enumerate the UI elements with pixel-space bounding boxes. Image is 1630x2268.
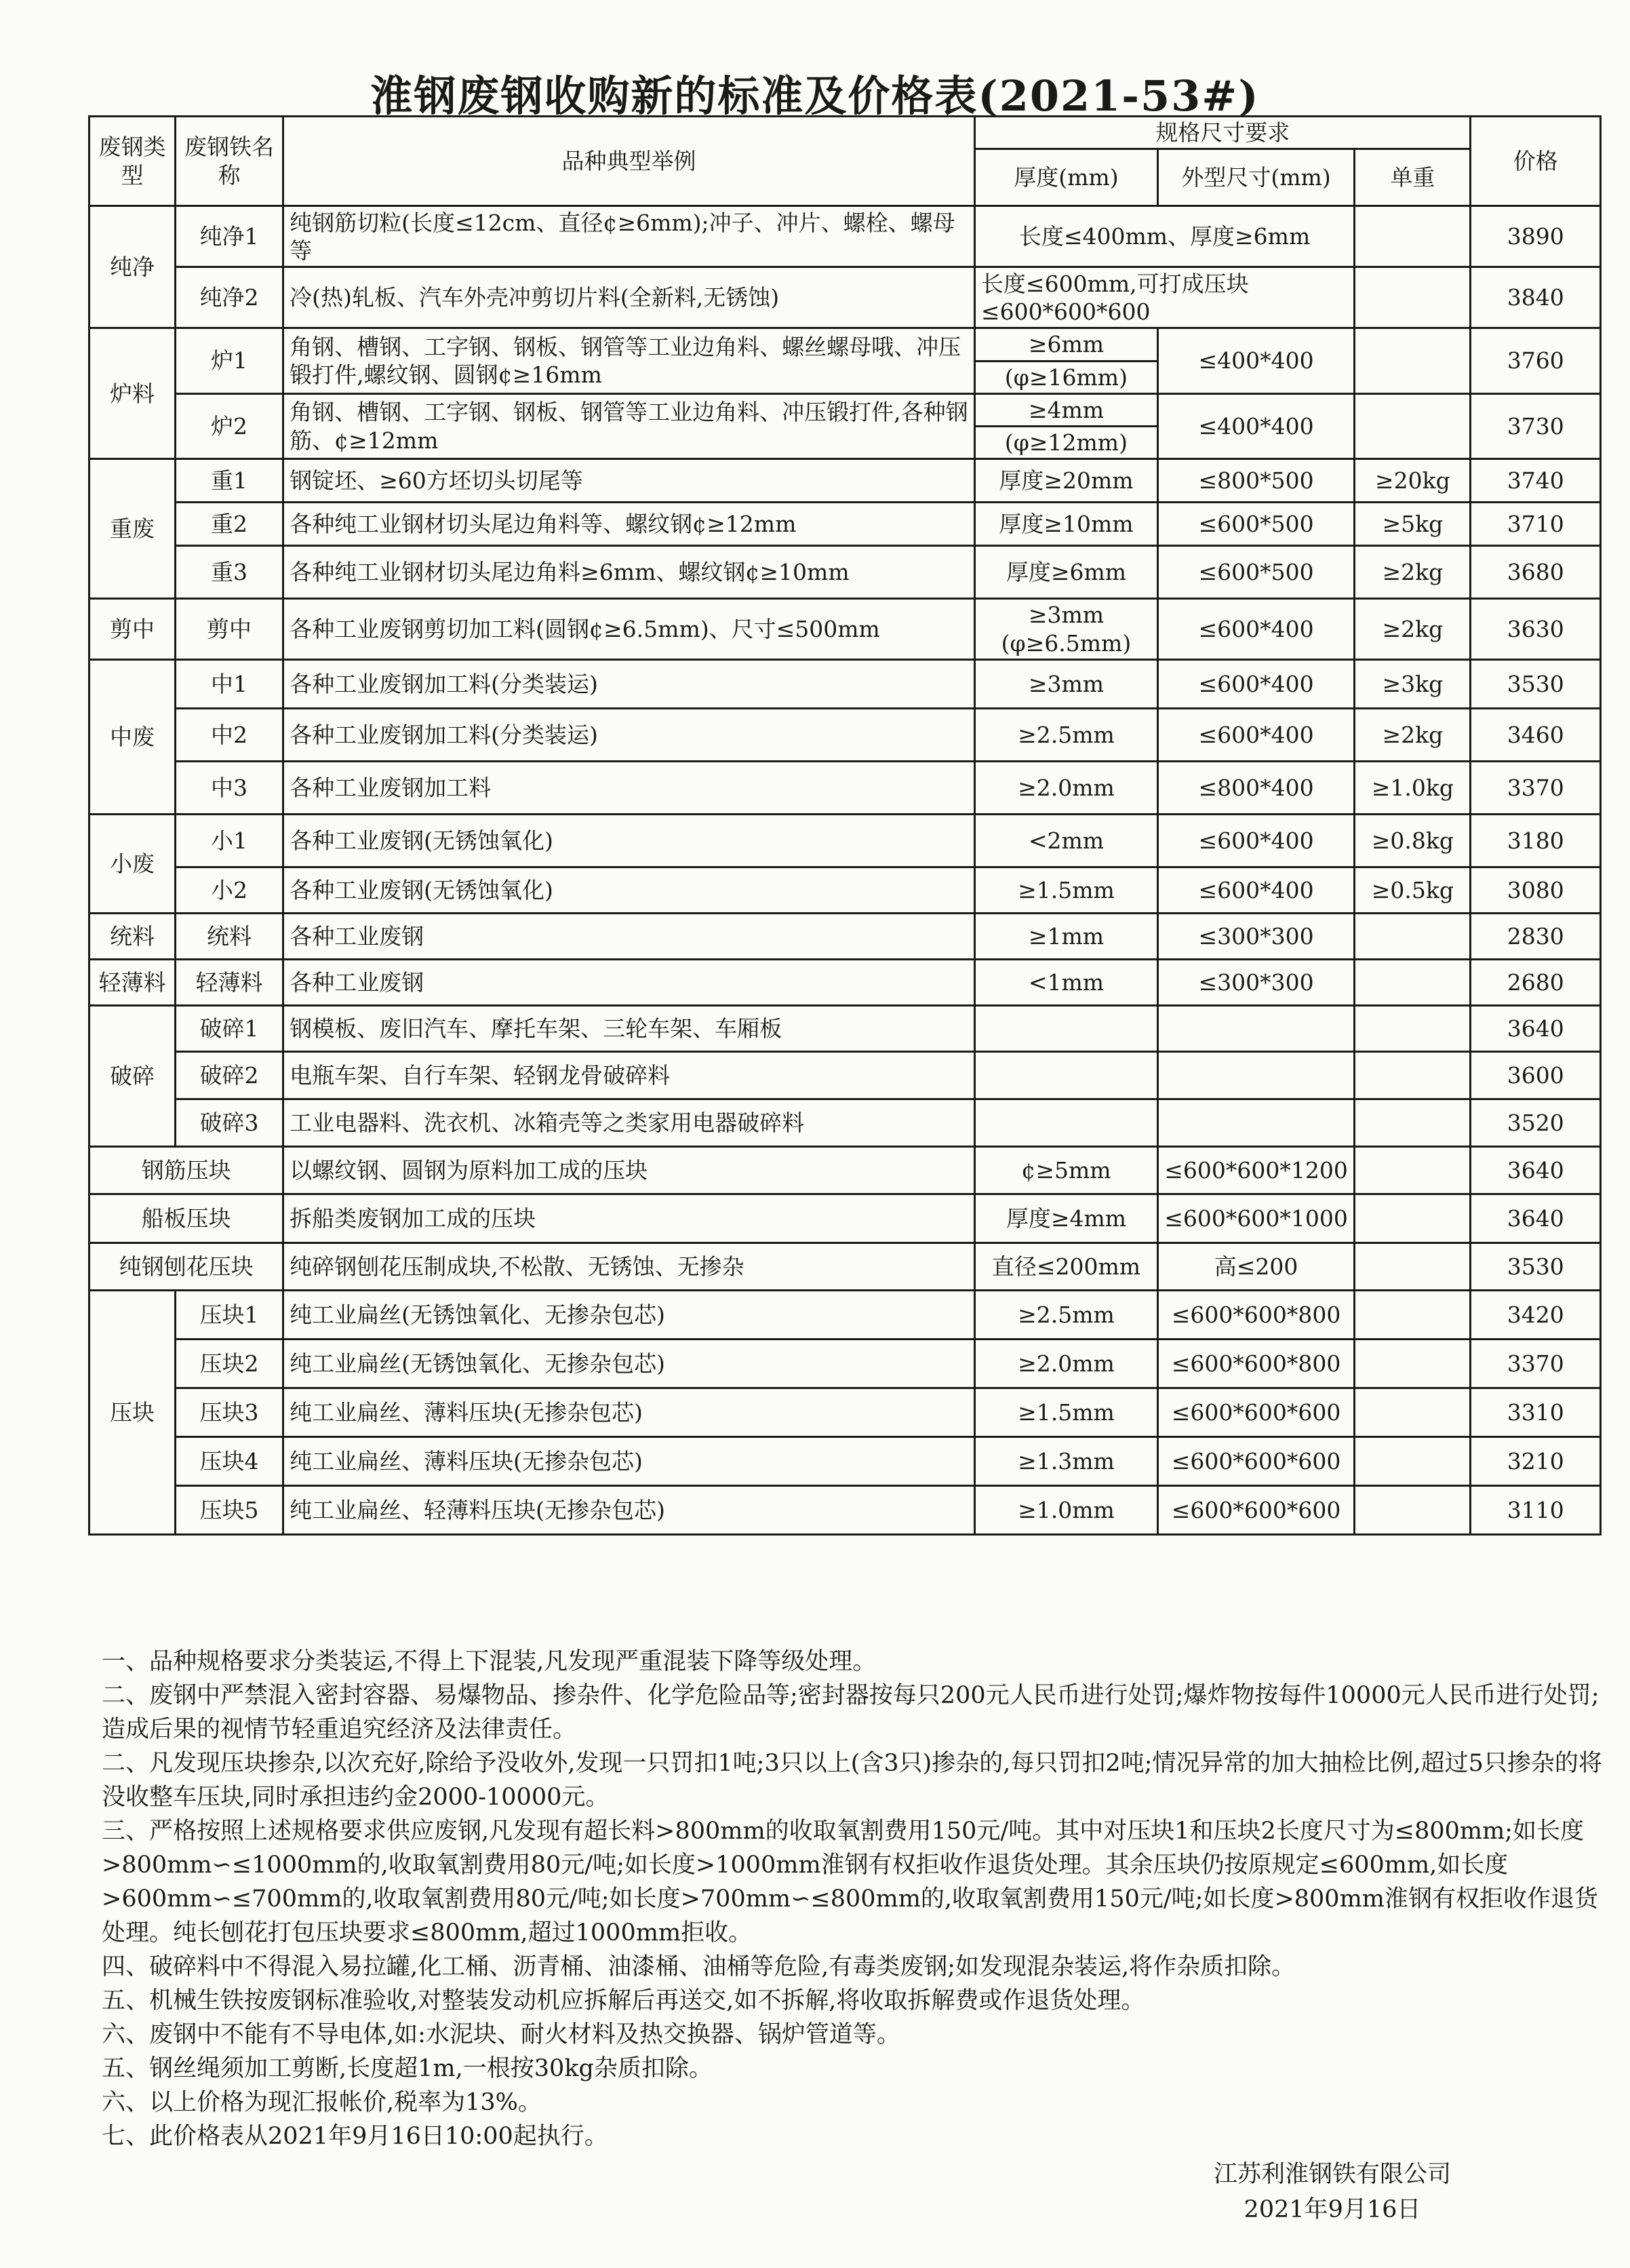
example-cell: 钢锭坯、≥60方坯切头切尾等: [283, 459, 975, 503]
shape-cell: ≤300*300: [1157, 913, 1354, 959]
table-row: [90, 328, 1601, 361]
table-row: [90, 814, 1601, 867]
note-item: 二、凡发现压块掺杂,以次充好,除给予没收外,发现一只罚扣1吨;3只以上(含3只)掺杂的,每只罚扣2吨;情况异常的加大抽检比例,超过5只掺杂的将没收整车压块,同时承担违约金2000-10000元。: [102, 1750, 1602, 1811]
example-cell: 各种工业废钢加工料: [283, 761, 975, 814]
header-shape: 外型尺寸(mm): [1157, 149, 1354, 206]
table-row: [90, 1388, 1601, 1436]
weight-cell: ≥5kg: [1355, 503, 1471, 546]
shape-cell: ≤600*600*600: [1157, 1436, 1354, 1485]
thickness-cell: ≥3mm (φ≥6.5mm): [974, 599, 1157, 660]
weight-cell: [1355, 328, 1471, 394]
shape-cell: ≤600*500: [1157, 503, 1354, 546]
thickness-cell: ≥1.5mm: [974, 1388, 1157, 1436]
grade-name-cell: 压块2: [175, 1339, 283, 1388]
shape-cell: ≤600*400: [1157, 814, 1354, 867]
table-row: [90, 1051, 1601, 1099]
shape-cell: ≤600*400: [1157, 867, 1354, 913]
thickness-cell: <2mm: [974, 814, 1157, 867]
note-item: 五、钢丝绳须加工剪断,长度超1m,一根按30kg杂质扣除。: [102, 2055, 713, 2082]
thickness-cell: ¢≥5mm: [974, 1146, 1157, 1194]
thickness-cell: ≥6mm: [974, 328, 1157, 361]
example-cell: 纯工业扁丝、轻薄料压块(无掺杂包芯): [283, 1485, 975, 1534]
price-cell: 3740: [1471, 459, 1601, 503]
weight-cell: [1355, 1339, 1471, 1388]
grade-name-cell: 压块5: [175, 1485, 283, 1534]
example-cell: 角钢、槽钢、工字钢、钢板、钢管等工业边角料、螺丝螺母哦、冲压锻打件,螺纹钢、圆钢¢≥16mm: [283, 328, 975, 394]
shape-cell: ≤600*400: [1157, 659, 1354, 708]
example-cell: 角钢、槽钢、工字钢、钢板、钢管等工业边角料、冲压锻打件,各种钢筋、¢≥12mm: [283, 393, 975, 459]
note-item: 五、机械生铁按废钢标准验收,对整装发动机应拆解后再送交,如不拆解,将收取拆解费或作退货处理。: [102, 1987, 1145, 2014]
table-row: [90, 659, 1601, 708]
price-cell: 3460: [1471, 708, 1601, 761]
table-body: [90, 206, 1601, 1535]
price-cell: 3310: [1471, 1388, 1601, 1436]
thickness-cell: ≥1.0mm: [974, 1485, 1157, 1534]
example-cell: 纯工业扁丝(无锈蚀氧化、无掺杂包芯): [283, 1339, 975, 1388]
price-cell: 3530: [1471, 1243, 1601, 1290]
thickness-cell: 厚度≥10mm: [974, 503, 1157, 546]
price-cell: 3370: [1471, 761, 1601, 814]
thickness-cell: 直径≤200mm: [974, 1243, 1157, 1290]
table-row: [90, 1436, 1601, 1485]
weight-cell: [1355, 1290, 1471, 1339]
example-cell: 各种工业废钢剪切加工料(圆钢¢≥6.5mm)、尺寸≤500mm: [283, 599, 975, 660]
note-item: 六、以上价格为现汇报帐价,税率为13%。: [102, 2089, 542, 2116]
price-cell: 3640: [1471, 1146, 1601, 1194]
weight-cell: [1355, 1005, 1471, 1051]
price-cell: 3730: [1471, 393, 1601, 459]
table-row: [90, 1243, 1601, 1290]
shape-cell: ≤600*400: [1157, 599, 1354, 660]
example-cell: 纯碎钢刨花压制成块,不松散、无锈蚀、无掺杂: [283, 1243, 975, 1290]
header-type: 废钢类型: [90, 117, 176, 206]
weight-cell: [1355, 1146, 1471, 1194]
grade-name-cell: 轻薄料: [175, 959, 283, 1005]
table-row: [90, 708, 1601, 761]
category-cell: 船板压块: [90, 1194, 283, 1243]
grade-name-cell: 剪中: [175, 599, 283, 660]
price-cell: 3110: [1471, 1485, 1601, 1534]
example-cell: 各种纯工业钢材切头尾边角料等、螺纹钢¢≥12mm: [283, 503, 975, 546]
example-cell: 各种纯工业钢材切头尾边角料≥6mm、螺纹钢¢≥10mm: [283, 546, 975, 599]
price-cell: 3370: [1471, 1339, 1601, 1388]
shape-cell: ≤600*600*600: [1157, 1388, 1354, 1436]
example-cell: 以螺纹钢、圆钢为原料加工成的压块: [283, 1146, 975, 1194]
weight-cell: [1355, 1485, 1471, 1534]
grade-name-cell: 炉1: [175, 328, 283, 394]
example-cell: 各种工业废钢: [283, 913, 975, 959]
shape-cell: ≤600*600*1000: [1157, 1194, 1354, 1243]
weight-cell: [1355, 1388, 1471, 1436]
shape-cell: [1157, 1099, 1354, 1146]
category-cell: 纯净: [90, 206, 176, 328]
price-cell: 3520: [1471, 1099, 1601, 1146]
shape-cell: ≤800*500: [1157, 459, 1354, 503]
table-row: [90, 1290, 1601, 1339]
note-item: 七、此价格表从2021年9月16日10:00起执行。: [102, 2123, 608, 2150]
thickness-cell: (φ≥12mm): [974, 427, 1157, 459]
table-row: [90, 913, 1601, 959]
price-cell: 2680: [1471, 959, 1601, 1005]
shape-cell: ≤300*300: [1157, 959, 1354, 1005]
weight-cell: [1355, 913, 1471, 959]
table-row: [90, 267, 1601, 328]
thickness-cell: ≥1.3mm: [974, 1436, 1157, 1485]
weight-cell: ≥2kg: [1355, 708, 1471, 761]
table-row: [90, 599, 1601, 660]
price-cell: 3640: [1471, 1005, 1601, 1051]
page-title: 淮钢废钢收购新的标准及价格表(2021-53#): [370, 71, 1260, 121]
weight-cell: [1355, 206, 1471, 267]
price-cell: 3210: [1471, 1436, 1601, 1485]
note-item: 二、废钢中严禁混入密封容器、易爆物品、掺杂件、化学危险品等;密封器按每只200元人民币进行处罚;爆炸物按每件10000元人民币进行处罚;造成后果的视情节轻重追究经济及法律责任。: [102, 1682, 1599, 1743]
example-cell: 纯工业扁丝、薄料压块(无掺杂包芯): [283, 1388, 975, 1436]
header-spec: 规格尺寸要求: [974, 117, 1471, 149]
thickness-cell: ≥2.0mm: [974, 761, 1157, 814]
table-row: [90, 1005, 1601, 1051]
example-cell: 各种工业废钢(无锈蚀氧化): [283, 814, 975, 867]
category-cell: 炉料: [90, 328, 176, 459]
shape-cell: ≤600*600*1200: [1157, 1146, 1354, 1194]
weight-cell: [1355, 1243, 1471, 1290]
example-cell: 各种工业废钢(无锈蚀氧化): [283, 867, 975, 913]
shape-cell: ≤600*400: [1157, 708, 1354, 761]
table-row: [90, 503, 1601, 546]
header-weight: 单重: [1355, 149, 1471, 206]
thickness-cell: ≥1.5mm: [974, 867, 1157, 913]
weight-cell: [1355, 1051, 1471, 1099]
shape-cell: ≤600*500: [1157, 546, 1354, 599]
category-cell: 剪中: [90, 599, 176, 660]
grade-name-cell: 统料: [175, 913, 283, 959]
note-item: 一、品种规格要求分类装运,不得上下混装,凡发现严重混装下降等级处理。: [102, 1648, 877, 1675]
thickness-cell: ≥1mm: [974, 913, 1157, 959]
grade-name-cell: 中2: [175, 708, 283, 761]
example-cell: 纯钢筋切粒(长度≤12cm、直径¢≥6mm);冲子、冲片、螺栓、螺母等: [283, 206, 975, 267]
price-cell: 3640: [1471, 1194, 1601, 1243]
shape-cell: [1157, 1005, 1354, 1051]
price-cell: 3600: [1471, 1051, 1601, 1099]
category-cell: 破碎: [90, 1005, 176, 1146]
price-cell: 3630: [1471, 599, 1601, 660]
grade-name-cell: 炉2: [175, 393, 283, 459]
note-item: 六、废钢中不能有不导电体,如:水泥块、耐火材料及热交换器、锅炉管道等。: [102, 2021, 900, 2048]
shape-cell: ≤600*600*600: [1157, 1485, 1354, 1534]
grade-name-cell: 重1: [175, 459, 283, 503]
note-item: 三、严格按照上述规格要求供应废钢,凡发现有超长料>800mm的收取氧割费用150元/吨。其中对压块1和压块2长度尺寸为≤800mm;如长度>800mm∽≤1000mm的,收取氧割费用80元/吨;如长度>1000mm淮钢有权拒收作退货处理。其余压块仍按原规定≤600mm,如长度>600mm∽≤700mm的,收取氧割费用80元/吨;如长度>700mm∽≤800mm的,收取氧割费用150元/吨;如长度>800mm淮钢有权拒收作退货处理。纯长刨花打包压块要求≤800mm,超过1000mm拒收。: [102, 1818, 1598, 1947]
thickness-cell: ≥4mm: [974, 393, 1157, 426]
shape-cell: [1157, 1051, 1354, 1099]
grade-name-cell: 纯净1: [175, 206, 283, 267]
shape-cell: ≤400*400: [1157, 393, 1354, 459]
price-cell: 2830: [1471, 913, 1601, 959]
weight-cell: ≥3kg: [1355, 659, 1471, 708]
grade-name-cell: 中3: [175, 761, 283, 814]
price-cell: 3680: [1471, 546, 1601, 599]
category-cell: 轻薄料: [90, 959, 176, 1005]
thickness-cell: ≥2.0mm: [974, 1339, 1157, 1388]
category-cell: 中废: [90, 659, 176, 814]
table-row: [90, 1485, 1601, 1534]
grade-name-cell: 重3: [175, 546, 283, 599]
table-row: [90, 1146, 1601, 1194]
grade-name-cell: 破碎3: [175, 1099, 283, 1146]
thickness-cell: [974, 1005, 1157, 1051]
table-row: [90, 546, 1601, 599]
thickness-cell: ≥2.5mm: [974, 1290, 1157, 1339]
thickness-cell: ≥3mm: [974, 659, 1157, 708]
price-cell: 3180: [1471, 814, 1601, 867]
grade-name-cell: 破碎2: [175, 1051, 283, 1099]
table-row: [90, 1339, 1601, 1388]
header-price: 价格: [1471, 117, 1601, 206]
thickness-cell: [974, 1051, 1157, 1099]
thickness-cell: (φ≥16mm): [974, 361, 1157, 393]
grade-name-cell: 小1: [175, 814, 283, 867]
shape-cell: 高≤200: [1157, 1243, 1354, 1290]
company-name: 江苏利淮钢铁有限公司: [1213, 2161, 1451, 2188]
price-table: [88, 115, 1602, 1536]
table-row: [90, 1194, 1601, 1243]
signature-block: [1180, 2157, 1485, 2227]
category-cell: 统料: [90, 913, 176, 959]
thickness-cell: ≥2.5mm: [974, 708, 1157, 761]
spec-cell: 长度≤400mm、厚度≥6mm: [974, 206, 1354, 267]
table-row: [90, 459, 1601, 503]
example-cell: 各种工业废钢加工料(分类装运): [283, 659, 975, 708]
weight-cell: [1355, 267, 1471, 328]
category-cell: 小废: [90, 814, 176, 913]
spec-cell: 长度≤600mm,可打成压块≤600*600*600: [974, 267, 1354, 328]
table-row: [90, 393, 1601, 426]
weight-cell: [1355, 959, 1471, 1005]
price-cell: 3420: [1471, 1290, 1601, 1339]
table-row: [90, 867, 1601, 913]
thickness-cell: [974, 1099, 1157, 1146]
example-cell: 工业电器料、洗衣机、冰箱壳等之类家用电器破碎料: [283, 1099, 975, 1146]
weight-cell: [1355, 1436, 1471, 1485]
price-cell: 3080: [1471, 867, 1601, 913]
grade-name-cell: 纯净2: [175, 267, 283, 328]
example-cell: 各种工业废钢加工料(分类装运): [283, 708, 975, 761]
table-row: [90, 959, 1601, 1005]
category-cell: 压块: [90, 1290, 176, 1534]
thickness-cell: 厚度≥6mm: [974, 546, 1157, 599]
shape-cell: ≤600*600*800: [1157, 1339, 1354, 1388]
table-row: [90, 206, 1601, 267]
shape-cell: ≤400*400: [1157, 328, 1354, 394]
example-cell: 纯工业扁丝、薄料压块(无掺杂包芯): [283, 1436, 975, 1485]
weight-cell: ≥20kg: [1355, 459, 1471, 503]
example-cell: 冷(热)轧板、汽车外壳冲剪切片料(全新料,无锈蚀): [283, 267, 975, 328]
weight-cell: ≥0.5kg: [1355, 867, 1471, 913]
header-example: 品种典型举例: [283, 117, 975, 206]
table-row: [90, 761, 1601, 814]
price-cell: 3760: [1471, 328, 1601, 394]
weight-cell: [1355, 393, 1471, 459]
grade-name-cell: 破碎1: [175, 1005, 283, 1051]
grade-name-cell: 重2: [175, 503, 283, 546]
weight-cell: ≥2kg: [1355, 546, 1471, 599]
example-cell: 电瓶车架、自行车架、轻钢龙骨破碎料: [283, 1051, 975, 1099]
category-cell: 钢筋压块: [90, 1146, 283, 1194]
price-cell: 3890: [1471, 206, 1601, 267]
notes-section: [102, 1645, 1604, 2153]
grade-name-cell: 压块4: [175, 1436, 283, 1485]
issue-date: 2021年9月16日: [1244, 2196, 1421, 2223]
header-name: 废钢铁名称: [175, 117, 283, 206]
grade-name-cell: 小2: [175, 867, 283, 913]
header-thickness: 厚度(mm): [974, 149, 1157, 206]
example-cell: 钢模板、废旧汽车、摩托车架、三轮车架、车厢板: [283, 1005, 975, 1051]
example-cell: 纯工业扁丝(无锈蚀氧化、无掺杂包芯): [283, 1290, 975, 1339]
price-cell: 3710: [1471, 503, 1601, 546]
table-row: [90, 1099, 1601, 1146]
example-cell: 各种工业废钢: [283, 959, 975, 1005]
category-cell: 纯钢刨花压块: [90, 1243, 283, 1290]
price-cell: 3530: [1471, 659, 1601, 708]
example-cell: 拆船类废钢加工成的压块: [283, 1194, 975, 1243]
price-cell: 3840: [1471, 267, 1601, 328]
grade-name-cell: 压块1: [175, 1290, 283, 1339]
weight-cell: [1355, 1194, 1471, 1243]
shape-cell: ≤800*400: [1157, 761, 1354, 814]
shape-cell: ≤600*600*800: [1157, 1290, 1354, 1339]
weight-cell: ≥1.0kg: [1355, 761, 1471, 814]
thickness-cell: <1mm: [974, 959, 1157, 1005]
thickness-cell: 厚度≥4mm: [974, 1194, 1157, 1243]
weight-cell: ≥0.8kg: [1355, 814, 1471, 867]
grade-name-cell: 中1: [175, 659, 283, 708]
grade-name-cell: 压块3: [175, 1388, 283, 1436]
weight-cell: ≥2kg: [1355, 599, 1471, 660]
thickness-cell: 厚度≥20mm: [974, 459, 1157, 503]
note-item: 四、破碎料中不得混入易拉罐,化工桶、沥青桶、油漆桶、油桶等危险,有毒类废钢;如发现混杂装运,将作杂质扣除。: [102, 1953, 1296, 1980]
weight-cell: [1355, 1099, 1471, 1146]
category-cell: 重废: [90, 459, 176, 599]
